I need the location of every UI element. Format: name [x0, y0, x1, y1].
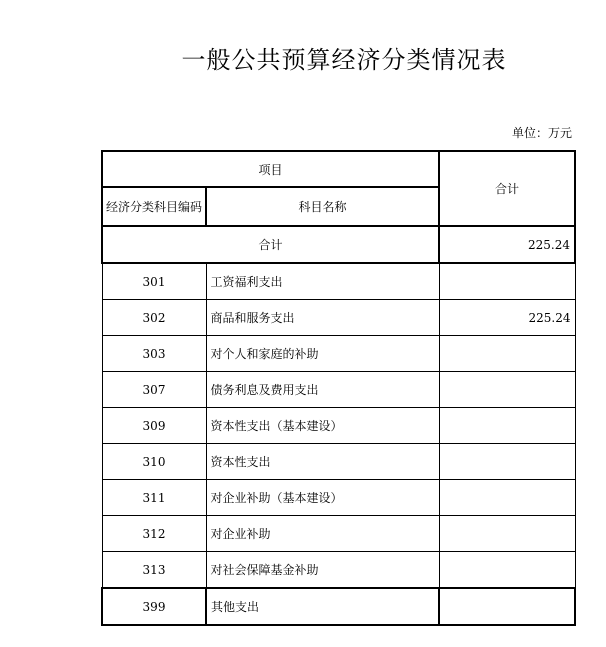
table-row — [102, 263, 575, 300]
table-row — [102, 516, 575, 552]
row-code: 307 — [102, 372, 206, 408]
row-name: 资本性支出（基本建设） — [206, 408, 439, 444]
header-total: 合计 — [439, 151, 575, 226]
budget-table — [101, 150, 576, 626]
header-project: 项目 — [102, 151, 439, 187]
row-code: 303 — [102, 336, 206, 372]
total-label: 合计 — [102, 226, 439, 263]
row-value — [439, 372, 575, 408]
row-name: 资本性支出 — [206, 444, 439, 480]
unit-label: 单位：万元 — [511, 126, 572, 140]
row-code: 311 — [102, 480, 206, 516]
row-code: 302 — [102, 300, 206, 336]
row-value — [439, 408, 575, 444]
row-name: 商品和服务支出 — [206, 300, 439, 336]
row-code: 310 — [102, 444, 206, 480]
row-code: 399 — [102, 588, 206, 625]
total-value: 225.24 — [439, 226, 575, 263]
row-name: 对企业补助（基本建设） — [206, 480, 439, 516]
row-name: 对社会保障基金补助 — [206, 552, 439, 589]
row-value — [439, 444, 575, 480]
row-name: 对个人和家庭的补助 — [206, 336, 439, 372]
row-value — [439, 552, 575, 589]
header-row-1 — [102, 151, 575, 187]
row-value — [439, 588, 575, 625]
table-row — [102, 300, 575, 336]
row-code: 309 — [102, 408, 206, 444]
row-name: 对企业补助 — [206, 516, 439, 552]
row-code: 301 — [102, 263, 206, 300]
header-code: 经济分类科目编码 — [102, 187, 206, 226]
row-value: 225.24 — [439, 300, 575, 336]
row-name: 债务利息及费用支出 — [206, 372, 439, 408]
page-title: 一般公共预算经济分类情况表 — [181, 46, 507, 74]
table-row — [102, 372, 575, 408]
table-row — [102, 444, 575, 480]
table-row — [102, 552, 575, 589]
table-row — [102, 336, 575, 372]
header-name: 科目名称 — [206, 187, 439, 226]
table-row — [102, 408, 575, 444]
row-value — [439, 480, 575, 516]
total-row — [102, 226, 575, 263]
row-value — [439, 516, 575, 552]
table-row — [102, 588, 575, 625]
row-code: 312 — [102, 516, 206, 552]
row-value — [439, 263, 575, 300]
row-name: 工资福利支出 — [206, 263, 439, 300]
row-name: 其他支出 — [206, 588, 439, 625]
table-row — [102, 480, 575, 516]
row-code: 313 — [102, 552, 206, 589]
row-value — [439, 336, 575, 372]
